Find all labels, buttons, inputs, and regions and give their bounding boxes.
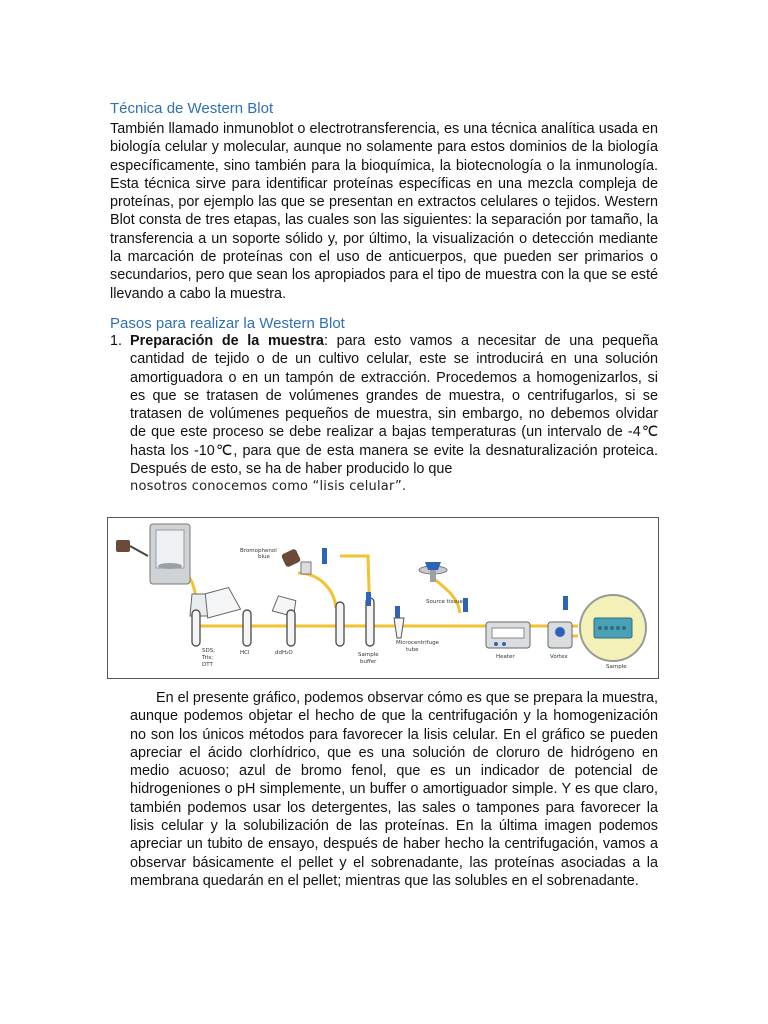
step-number: 1. <box>110 333 123 349</box>
list-item <box>110 332 658 497</box>
label-vortex: Vortex <box>550 654 568 660</box>
label-hcl: HCl <box>240 650 250 656</box>
label-ddh2o: ddH₂O <box>275 650 293 656</box>
label-bromophenol: Bromophenol <box>240 548 277 554</box>
steps-list <box>110 332 658 497</box>
bromophenol-bottle-icon <box>281 548 311 574</box>
sample-preparation-figure <box>107 517 659 679</box>
balance-icon <box>116 524 190 584</box>
step-title: Preparación de la muestra <box>130 333 324 349</box>
microcentrifuge-tube-icon <box>394 618 404 638</box>
vortex-icon <box>548 622 572 648</box>
sample-magnified-icon <box>580 595 646 661</box>
section-title-steps: Pasos para realizar la Western Blot <box>110 315 345 332</box>
label-tris: Tris; <box>202 655 214 661</box>
label-microcentrifuge-1: Microcentrifuge <box>396 640 439 646</box>
label-heater: Heater <box>496 654 515 660</box>
step-text-tail: nosotros conocemos como “lisis celular”. <box>130 479 407 495</box>
label-dtt: DTT <box>202 662 213 668</box>
workflow-diagram <box>108 518 658 678</box>
section-title-western-blot: Técnica de Western Blot <box>110 100 274 117</box>
label-sample-buffer-1: Sample <box>358 652 379 658</box>
pipette-icons <box>322 548 568 620</box>
heater-icon <box>486 622 530 648</box>
source-flow <box>433 578 460 613</box>
explanation-text: En el presente gráfico, podemos observar cómo es que se prepara la muestra, aunque podemos objetar el hecho de que la centrifugación y la homogenización no son los únicos métodos para favorecer la lisis celular. En el gráfico se pueden apreciar el ácido clorhídrico, que es una solución de cloruro de hidrógeno en medio acuoso; azul de bromo fenol, que es un indicador de potencial de hidrogeniones o pH simplemente, un buffer o amortiguador simple. Y es que claro, también podemos usar los detergentes, las sales o tampones para favorecer la lisis celular y la solubilización de las proteínas. En la última imagen podemos apreciar un tubito de ensayo, después de haber hecho la centrifugación, vamos a observar básicamente el pellet y el sobrenadante, las proteínas asociadas a la membrana quedarán en el pellet; mientras que las solubles en el sobrenadante. <box>130 690 658 889</box>
label-source-tissue: Source tissue <box>426 599 463 605</box>
explanation-paragraph <box>130 689 658 890</box>
label-microcentrifuge-2: tube <box>406 647 419 653</box>
source-tissue-icon <box>419 562 447 582</box>
label-sample: Sample <box>606 664 627 670</box>
step-text: : para esto vamos a necesitar de una pequeña cantidad de tejido o de un cultivo celular, este se introducirá en una solución amortiguadora o en un tampón de extracción. Procedemos a homogenizarlos, si es que se tratasen de volúmenes grandes de muestra, o centrifugarlos, si se tratasen de volúmenes pequeños de muestra, sin embargo, no debemos olvidar de que este proceso se debe realizar a bajas temperaturas (un intervalo de -4℃ hasta los -10℃, para que de esta manera se evite la desnaturalización proteica. Después de esto, se ha de haber producido lo que <box>130 333 658 478</box>
reagent-bottle-icon <box>116 540 130 552</box>
bromophenol-flow <box>298 573 336 608</box>
intro-paragraph: También llamado inmunoblot o electrotransferencia, es una técnica analítica usada en biología celular y molecular, aunque no solamente para estos dominios de la biología específicamente, sino también para la bioquímica, la biotecnología o la inmunología. Esta técnica sirve para identificar proteínas específicas en una mezcla compleja de proteínas, por ejemplo las que se presentan en extractos celulares o tejidos. Western Blot consta de tres etapas, las cuales son las siguientes: la separación por tamaño, la transferencia a un soporte sólido y, por último, la visualización o detección mediante la marcación de proteínas con el uso de anticuerpos, que pueden ser primarios o secundarios, pero que sean los apropiados para el tipo de muestra con la que se esté llevando a cabo la muestra. <box>110 121 658 302</box>
label-blue: blue <box>258 554 270 560</box>
label-sample-buffer-2: buffer <box>360 659 377 665</box>
label-sds: SDS; <box>202 648 216 654</box>
